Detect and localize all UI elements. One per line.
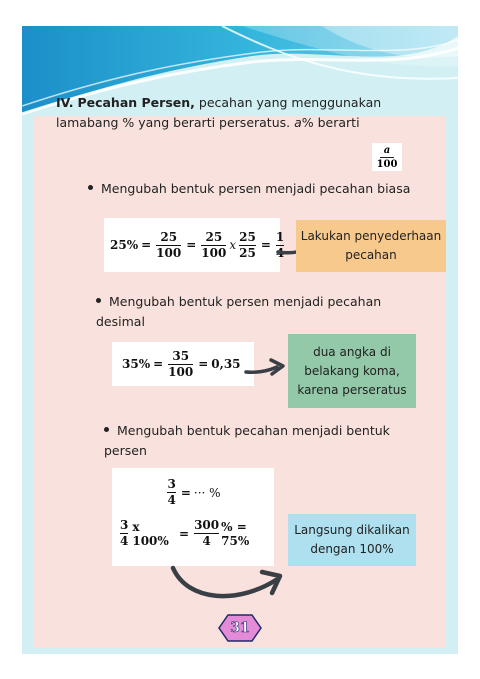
denominator: 100 xyxy=(201,245,227,260)
note-text: Langsung dikalikan dengan 100% xyxy=(294,523,410,556)
equals-sign: = xyxy=(179,526,190,541)
numerator: 1 xyxy=(275,229,285,244)
eq3-line-1-rhs: ··· % xyxy=(193,485,221,500)
eq1-fraction-2 xyxy=(201,231,226,260)
denominator: 100 xyxy=(156,245,182,260)
bullet-dot xyxy=(104,427,109,432)
numerator: 25 xyxy=(205,229,223,244)
denominator: 4 xyxy=(120,534,129,548)
fraction-bar xyxy=(380,157,394,158)
eq2-lhs: 35% xyxy=(122,357,151,371)
section-var-a: a xyxy=(294,115,302,130)
numerator: 300 xyxy=(194,518,220,532)
numerator: 25 xyxy=(160,229,178,244)
intro-paragraph xyxy=(56,93,392,133)
denominator: 100 xyxy=(168,364,194,379)
eq2-fraction xyxy=(168,350,193,379)
equals-sign: = xyxy=(180,485,191,500)
eq3-line-1 xyxy=(112,478,274,507)
eq3-fraction-c xyxy=(194,519,219,548)
eq3-line-2-rhs: % = 75% xyxy=(221,519,250,548)
times-sign: x xyxy=(229,238,237,252)
fraction-numerator: a xyxy=(383,144,391,156)
bullet-text: Mengubah bentuk persen menjadi pecahan desimal xyxy=(96,294,382,329)
equation-box-1 xyxy=(104,218,285,272)
bullet-dot xyxy=(96,298,101,303)
eq1-lhs: 25% xyxy=(110,238,139,252)
denominator: 25 xyxy=(239,245,256,260)
eq3-fraction-b xyxy=(120,519,128,548)
equals-sign: = xyxy=(198,357,209,371)
equation-box-3 xyxy=(112,468,274,566)
bullet-pecahan-ke-persen xyxy=(104,421,404,461)
equals-sign: = xyxy=(260,238,271,252)
note-dua-angka-di-belakang-koma xyxy=(288,334,416,408)
curved-arrow-icon xyxy=(168,560,292,610)
equals-sign: = xyxy=(153,357,164,371)
section-title: Pecahan Persen, xyxy=(77,95,195,110)
bullet-dot xyxy=(88,185,93,190)
numerator: 3 xyxy=(167,477,176,491)
section-text-1: pecahan yang menggunakan lamabang % yang berarti perseratus. xyxy=(56,95,382,130)
eq3-line-2 xyxy=(112,519,274,548)
page-number: 31 xyxy=(230,620,250,636)
a-over-100-fraction xyxy=(372,143,402,171)
note-text: Lakukan penyederhaan pecahan xyxy=(300,229,442,262)
denominator: 4 xyxy=(275,245,285,260)
equals-sign: = xyxy=(186,238,197,252)
note-text: dua angka di belakang koma, karena perseratus xyxy=(297,344,407,397)
denominator: 4 xyxy=(167,493,176,507)
denominator: 4 xyxy=(202,534,211,548)
note-langsung-dikalikan xyxy=(288,514,416,566)
eq3-fraction-a xyxy=(167,478,175,507)
section-text-2: % berarti xyxy=(301,115,360,130)
numerator: 25 xyxy=(239,229,256,244)
bullet-persen-ke-desimal xyxy=(96,292,396,332)
bullet-text: Mengubah bentuk pecahan menjadi bentuk persen xyxy=(104,423,390,458)
fraction-denominator: 100 xyxy=(376,158,398,170)
equals-sign: = xyxy=(141,238,152,252)
note-sederhanakan xyxy=(296,220,446,272)
bullet-persen-ke-pecahan-biasa xyxy=(88,179,428,199)
eq1-fraction-1 xyxy=(156,231,181,260)
eq2-result: 0,35 xyxy=(211,357,241,371)
numerator: 35 xyxy=(172,348,190,363)
eq3-line-2-mid: x 100% xyxy=(132,519,169,548)
eq1-fraction-3 xyxy=(239,231,256,260)
numerator: 3 xyxy=(120,518,129,532)
bullet-text: Mengubah bentuk persen menjadi pecahan biasa xyxy=(101,181,411,196)
section-numeral: IV. xyxy=(56,95,74,110)
equation-box-2 xyxy=(112,342,254,386)
arrow-icon xyxy=(244,356,288,382)
